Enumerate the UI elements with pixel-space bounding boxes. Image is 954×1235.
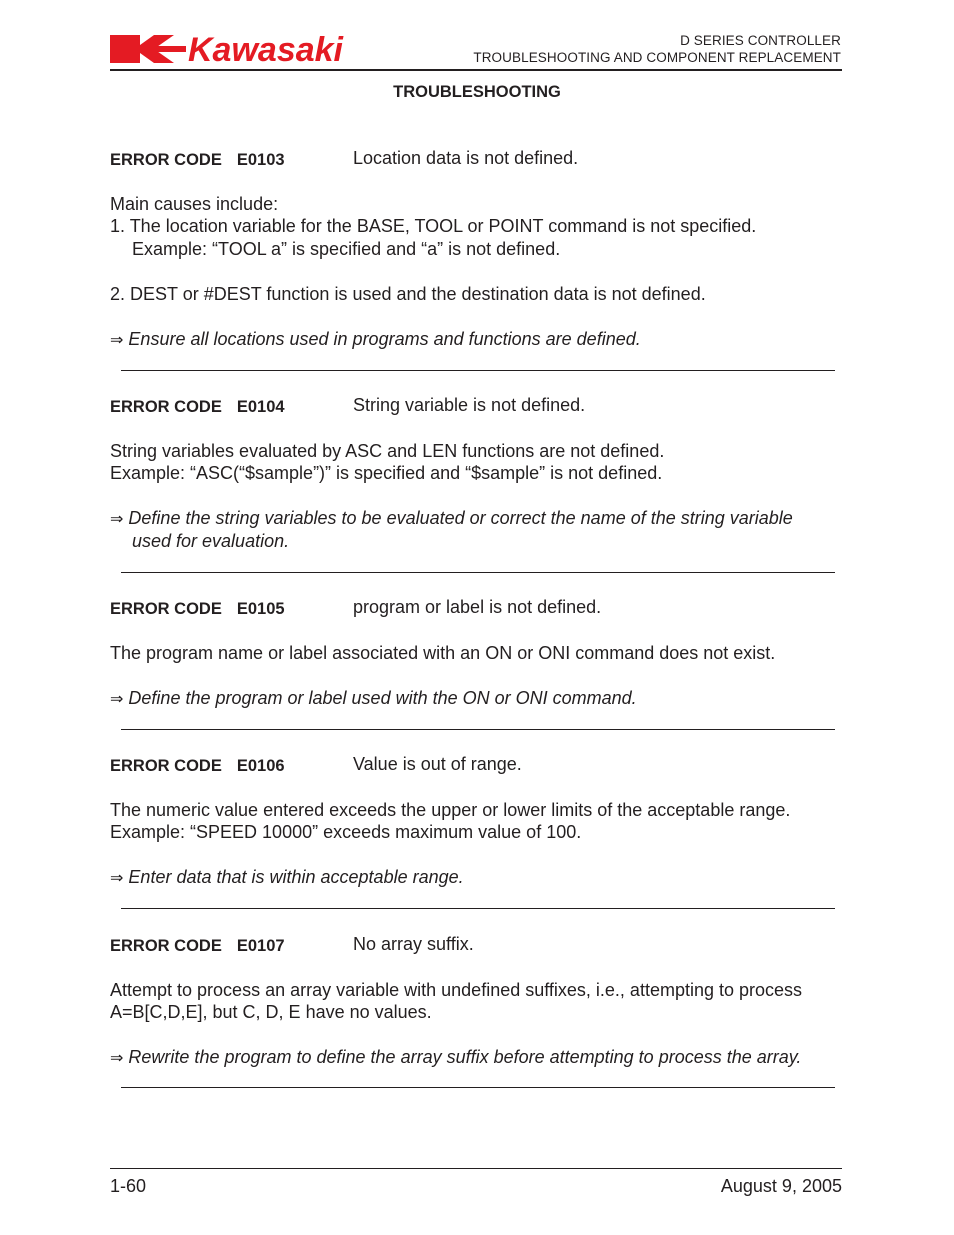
document-date: August 9, 2005 [720,1176,842,1196]
section-divider [121,572,835,573]
header-line-2: TROUBLESHOOTING AND COMPONENT REPLACEMENT [473,50,841,65]
body-line: Example: “ASC(“$sample”)” is specified and “$sample” is not defined. [110,463,663,483]
body-line: The numeric value entered exceeds the upper or lower limits of the acceptable range. [110,800,791,820]
error-heading-e0107 [110,934,285,958]
error-description: Location data is not defined. [353,148,579,168]
error-code-label: ERROR CODE [110,398,222,416]
error-heading-e0104 [110,395,285,419]
error-code: E0107 [236,937,285,955]
section-divider [121,1087,835,1088]
remedy-text: Rewrite the program to define the array suffix before attempting to process the array. [128,1047,802,1067]
error-code-label: ERROR CODE [110,151,222,169]
remedy-note [110,507,793,532]
cause-item: 1. The location variable for the BASE, TOOL or POINT command is not specified. [110,216,757,236]
remedy-text-continued: used for evaluation. [132,531,290,551]
kawasaki-logo-graphic [110,33,388,65]
error-heading-e0106 [110,754,285,778]
kawasaki-logo [110,33,388,70]
arrow-icon: ⇒ [110,1050,124,1067]
error-description: program or label is not defined. [353,597,602,617]
remedy-text: Enter data that is within acceptable range. [128,867,464,887]
section-divider [121,729,835,730]
document-header [473,32,841,66]
error-heading-e0103 [110,148,285,172]
header-divider [110,69,842,71]
cause-item: 2. DEST or #DEST function is used and the destination data is not defined. [110,284,706,304]
remedy-note [110,1046,801,1071]
arrow-icon: ⇒ [110,332,124,349]
page-number: 1-60 [110,1176,147,1196]
remedy-text: Define the string variables to be evaluated or correct the name of the string variable [128,508,793,528]
error-code: E0106 [236,757,285,775]
section-divider [121,370,835,371]
header-line-1: D SERIES CONTROLLER [680,33,841,48]
remedy-note [110,328,641,353]
svg-text:Kawasaki: Kawasaki [188,33,343,65]
remedy-note [110,866,464,891]
section-title: TROUBLESHOOTING [393,83,561,101]
causes-intro: Main causes include: [110,194,279,214]
remedy-note [110,687,637,712]
error-code-label: ERROR CODE [110,757,222,775]
error-description: No array suffix. [353,934,474,954]
footer-divider [110,1168,842,1169]
error-description: String variable is not defined. [353,395,586,415]
body-line: Example: “SPEED 10000” exceeds maximum value of 100. [110,822,582,842]
body-line: Attempt to process an array variable with undefined suffixes, i.e., attempting to process [110,980,803,1000]
arrow-icon: ⇒ [110,511,124,528]
remedy-text: Ensure all locations used in programs and functions are defined. [128,329,641,349]
body-line: String variables evaluated by ASC and LEN functions are not defined. [110,441,665,461]
body-line: A=B[C,D,E], but C, D, E have no values. [110,1002,432,1022]
section-divider [121,908,835,909]
error-code: E0104 [236,398,285,416]
remedy-text: Define the program or label used with the ON or ONI command. [128,688,637,708]
error-heading-e0105 [110,597,285,621]
error-code-label: ERROR CODE [110,937,222,955]
cause-example: Example: “TOOL a” is specified and “a” is not defined. [132,239,561,259]
error-code: E0105 [236,600,285,618]
error-description: Value is out of range. [353,754,522,774]
error-code-label: ERROR CODE [110,600,222,618]
arrow-icon: ⇒ [110,691,124,708]
arrow-icon: ⇒ [110,870,124,887]
body-line: The program name or label associated with an ON or ONI command does not exist. [110,643,776,663]
error-code: E0103 [236,151,285,169]
